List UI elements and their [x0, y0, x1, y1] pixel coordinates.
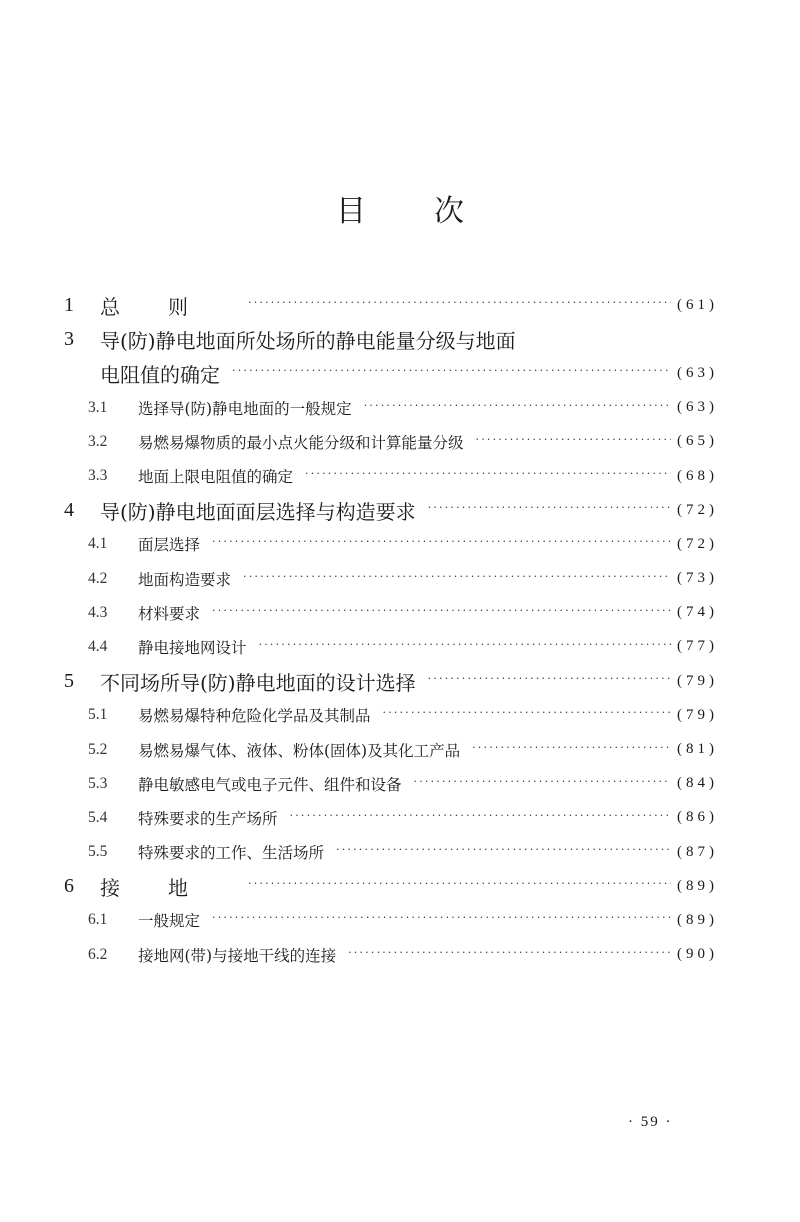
- toc-number: 3.2: [88, 432, 108, 450]
- dot-leader: [414, 777, 671, 791]
- dot-leader: [305, 469, 671, 483]
- dot-leader: [428, 503, 671, 517]
- toc-title: 易燃易爆特种危险化学品及其制品: [138, 707, 371, 726]
- toc-page-ref: (68): [677, 467, 718, 484]
- dot-leader: [383, 708, 671, 722]
- toc-number: 1: [64, 293, 74, 316]
- toc-number: 4.2: [88, 569, 108, 587]
- toc-entry[interactable]: [64, 664, 718, 698]
- toc-title: 易燃易爆气体、液体、粉体(固体)及其化工产品: [138, 741, 461, 760]
- dot-leader: [248, 298, 671, 312]
- toc-subentry[interactable]: [64, 938, 718, 972]
- toc-page-ref: (89): [677, 877, 718, 894]
- toc-page-ref: (65): [677, 433, 718, 450]
- toc-title: 地面构造要求: [138, 570, 232, 589]
- toc-number: 3.3: [88, 467, 108, 485]
- dot-leader: [364, 401, 671, 415]
- toc-number: 5.3: [88, 774, 108, 792]
- toc-page-ref: (81): [677, 741, 718, 758]
- page-number: · 59 ·: [628, 1114, 673, 1130]
- dot-leader: [248, 879, 671, 893]
- dot-leader: [476, 435, 671, 449]
- toc-title: 静电敏感电气或电子元件、组件和设备: [138, 775, 402, 794]
- toc-page-ref: (89): [677, 911, 718, 928]
- toc-entry[interactable]: [64, 322, 718, 356]
- toc-title: 导(防)静电地面面层选择与构造要求: [100, 499, 416, 524]
- toc-number: 4.1: [88, 535, 108, 553]
- toc-number: 6.2: [88, 945, 108, 963]
- toc-subentry[interactable]: [64, 596, 718, 630]
- toc-title: 不同场所导(防)静电地面的设计选择: [100, 670, 416, 695]
- toc-number: 5.4: [88, 808, 108, 826]
- toc-subentry[interactable]: [64, 562, 718, 596]
- toc-page-ref: (61): [677, 296, 718, 313]
- toc-page-ref: (77): [677, 638, 718, 655]
- toc-number: 3: [64, 327, 74, 350]
- toc-subentry[interactable]: [64, 425, 718, 459]
- toc-entry[interactable]: [64, 493, 718, 527]
- dot-leader: [212, 913, 671, 927]
- toc-number: 5.5: [88, 843, 108, 861]
- toc-title: 面层选择: [138, 536, 201, 555]
- toc-page-ref: (63): [677, 364, 718, 381]
- toc-subentry[interactable]: [64, 630, 718, 664]
- toc-title: 电阻值的确定: [100, 362, 220, 387]
- toc-title: 一般规定: [138, 912, 201, 931]
- toc-number: 5: [64, 669, 74, 692]
- toc-entry[interactable]: [64, 356, 718, 390]
- toc-number: 4.3: [88, 603, 108, 621]
- toc-page-ref: (72): [677, 535, 718, 552]
- title-char: 目: [336, 194, 366, 229]
- toc-number: 6: [64, 874, 74, 897]
- toc-subentry[interactable]: [64, 732, 718, 766]
- table-of-contents: [64, 288, 718, 972]
- toc-title: 选择导(防)静电地面的一般规定: [138, 399, 352, 418]
- toc-page-ref: (90): [677, 946, 718, 963]
- toc-page-ref: (72): [677, 501, 718, 518]
- toc-subentry[interactable]: [64, 801, 718, 835]
- dot-leader: [212, 537, 671, 551]
- toc-page-ref: (74): [677, 604, 718, 621]
- toc-subentry[interactable]: [64, 767, 718, 801]
- title-char: 次: [434, 194, 464, 229]
- toc-title: 导(防)静电地面所处场所的静电能量分级与地面: [100, 328, 516, 353]
- toc-subentry[interactable]: [64, 903, 718, 937]
- toc-number: 4: [64, 498, 74, 521]
- toc-page-ref: (79): [677, 672, 718, 689]
- dot-leader: [232, 366, 671, 380]
- dot-leader: [259, 640, 671, 654]
- toc-title: 特殊要求的生产场所: [138, 809, 278, 828]
- toc-subentry[interactable]: [64, 835, 718, 869]
- toc-title: 总则: [100, 294, 236, 319]
- toc-page-ref: (86): [677, 809, 718, 826]
- dot-leader: [348, 948, 671, 962]
- toc-title: 静电接地网设计: [138, 638, 247, 657]
- toc-subentry[interactable]: [64, 527, 718, 561]
- dot-leader: [428, 674, 671, 688]
- dot-leader: [243, 572, 671, 586]
- toc-subentry[interactable]: [64, 459, 718, 493]
- toc-title: 地面上限电阻值的确定: [138, 468, 294, 487]
- toc-page-ref: (63): [677, 399, 718, 416]
- toc-title: 材料要求: [138, 604, 201, 623]
- toc-number: 6.1: [88, 911, 108, 929]
- toc-entry[interactable]: [64, 288, 718, 322]
- dot-leader: [336, 845, 671, 859]
- toc-page-ref: (73): [677, 570, 718, 587]
- toc-page-ref: (87): [677, 843, 718, 860]
- toc-subentry[interactable]: [64, 391, 718, 425]
- toc-title: 特殊要求的工作、生活场所: [138, 844, 325, 863]
- dot-leader: [212, 606, 671, 620]
- toc-title: 接地: [100, 875, 236, 900]
- toc-number: 3.1: [88, 398, 108, 416]
- toc-subentry[interactable]: [64, 698, 718, 732]
- dot-leader: [290, 811, 671, 825]
- toc-number: 4.4: [88, 637, 108, 655]
- toc-number: 5.2: [88, 740, 108, 758]
- toc-page-ref: (84): [677, 775, 718, 792]
- toc-title: 接地网(带)与接地干线的连接: [138, 946, 337, 965]
- page-title: [0, 186, 800, 230]
- toc-page-ref: (79): [677, 706, 718, 723]
- toc-entry[interactable]: [64, 869, 718, 903]
- toc-title: 易燃易爆物质的最小点火能分级和计算能量分级: [138, 433, 464, 452]
- dot-leader: [472, 743, 671, 757]
- toc-number: 5.1: [88, 706, 108, 724]
